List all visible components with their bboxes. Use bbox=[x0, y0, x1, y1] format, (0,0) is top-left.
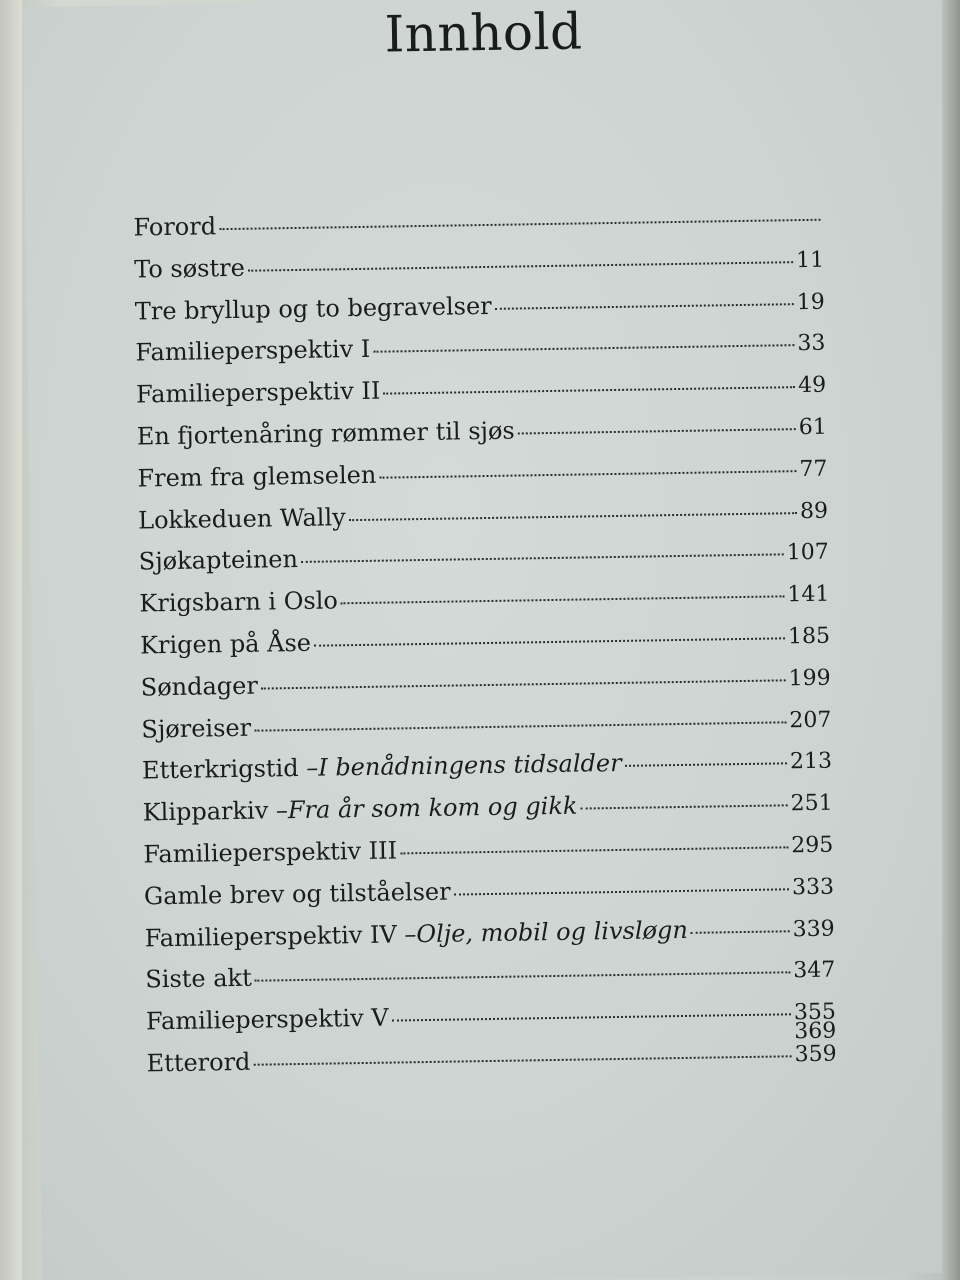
toc-entry-subtitle: I benådningens tidsalder bbox=[317, 749, 622, 783]
toc-leader-dots bbox=[314, 637, 785, 646]
toc-entry-page: 107 bbox=[786, 540, 829, 566]
toc-leader-dots bbox=[691, 930, 790, 934]
toc-entry-title: Krigsbarn i Oslo bbox=[139, 586, 339, 618]
toc-entry-title: To søstre bbox=[133, 253, 246, 284]
toc-entry-page: 33 bbox=[797, 331, 826, 357]
toc-entry-title: Familieperspektiv V bbox=[145, 1003, 389, 1036]
toc-entry-page: 77 bbox=[799, 456, 828, 482]
toc-entry-title: Lokkeduen Wally bbox=[137, 502, 346, 535]
toc-entry-page: 333 bbox=[791, 874, 835, 901]
toc-entry-title: Frem fra glemselen bbox=[137, 460, 377, 493]
toc-leader-dots bbox=[373, 345, 794, 354]
table-of-contents bbox=[133, 203, 837, 1091]
toc-entry-page: 19 bbox=[796, 289, 825, 315]
toc-entry-page: 213 bbox=[789, 748, 833, 775]
toc-entry-title: Søndager bbox=[140, 671, 259, 702]
toc-leader-dots bbox=[255, 972, 791, 982]
toc-entry-page: 347 bbox=[793, 957, 836, 984]
toc-entry-title: Familieperspektiv I bbox=[135, 335, 371, 367]
toc-entry-title: Siste akt bbox=[145, 964, 252, 994]
toc-leader-dots bbox=[219, 219, 820, 230]
toc-entry-page: 359 bbox=[794, 1041, 837, 1068]
toc-entry-subtitle: Fra år som kom og gikk bbox=[287, 791, 578, 825]
toc-entry-page: 141 bbox=[787, 581, 830, 608]
toc-entry-title: Etterord bbox=[146, 1047, 251, 1078]
toc-leader-dots bbox=[625, 763, 787, 768]
page-edge-shadow bbox=[942, 0, 960, 1280]
toc-entry-page: 369 bbox=[794, 1018, 837, 1044]
toc-entry-page: 295 bbox=[791, 832, 834, 859]
toc-entry-subtitle: Olje, mobil og livsløgn bbox=[416, 915, 689, 948]
toc-entry-page: 339 bbox=[792, 916, 835, 942]
toc-entry-title: Familieperspektiv IV – bbox=[144, 919, 417, 952]
toc-leader-dots bbox=[400, 846, 788, 854]
toc-entry-title: Etterkrigstid – bbox=[141, 754, 319, 785]
toc-entry-title: Familieperspektiv III bbox=[143, 836, 398, 869]
toc-entry-page: 251 bbox=[790, 790, 833, 817]
toc-entry-page: 89 bbox=[799, 498, 829, 524]
toc-entry-page: 185 bbox=[787, 623, 831, 650]
toc-entry-page: 199 bbox=[788, 665, 831, 692]
toc-leader-dots bbox=[341, 596, 785, 605]
toc-leader-dots bbox=[379, 470, 796, 479]
toc-entry-title: Krigen på Åse bbox=[139, 628, 312, 660]
toc-leader-dots bbox=[518, 428, 796, 434]
toc-leader-dots bbox=[454, 888, 789, 895]
toc-entry-page: 61 bbox=[798, 414, 827, 441]
toc-entry-title: Klipparkiv – bbox=[142, 796, 289, 827]
toc-entry-title: Tre bryllup og to begravelser bbox=[134, 291, 492, 326]
toc-leader-dots bbox=[261, 679, 786, 689]
toc-entry-page: 355 bbox=[793, 999, 837, 1026]
toc-entry-page: 207 bbox=[789, 707, 832, 733]
page-title: Innhold bbox=[384, 2, 583, 64]
facing-page-edge bbox=[0, 0, 22, 1280]
toc-leader-dots bbox=[580, 804, 787, 809]
contents-page bbox=[22, 0, 960, 1280]
toc-leader-dots bbox=[253, 1055, 791, 1065]
toc-leader-dots bbox=[301, 554, 784, 564]
toc-entry-page: 49 bbox=[797, 372, 827, 399]
toc-entry-title: Sjøreiser bbox=[141, 713, 252, 744]
toc-leader-dots bbox=[254, 721, 786, 731]
toc-leader-dots bbox=[495, 303, 794, 310]
toc-leader-dots bbox=[349, 512, 797, 521]
toc-entry-title: Gamle brev og tilståelser bbox=[143, 877, 451, 911]
toc-entry-title: En fjortenåring rømmer til sjøs bbox=[136, 416, 515, 451]
toc-entry-title: Sjøkapteinen bbox=[138, 545, 299, 576]
toc-entry-title: Familieperspektiv II bbox=[135, 376, 381, 409]
toc-leader-dots bbox=[392, 1013, 791, 1021]
toc-leader-dots bbox=[248, 261, 793, 272]
toc-entry-page: 11 bbox=[795, 247, 825, 273]
toc-leader-dots bbox=[383, 386, 795, 394]
toc-entry-title: Forord bbox=[133, 212, 217, 242]
